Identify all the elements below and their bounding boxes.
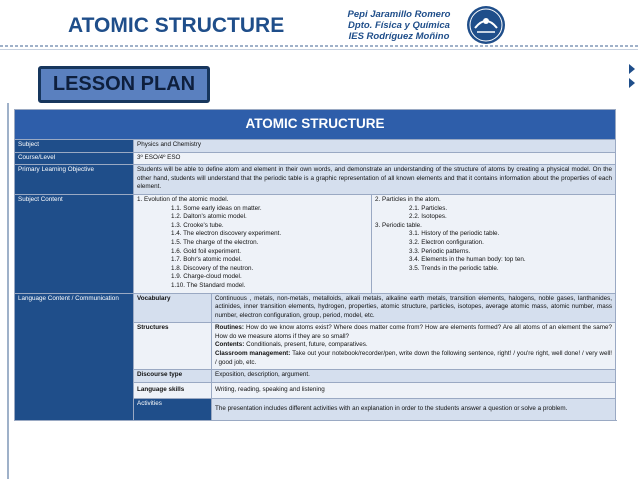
content-item: 1.3. Crooke's tube. (171, 221, 224, 229)
language-label: Language Content / Communication (15, 293, 134, 421)
table-row (15, 140, 616, 153)
structures-label: Structures (134, 323, 212, 370)
objective-label: Primary Learning Objective (15, 165, 134, 195)
left-decorative-rule (7, 103, 9, 479)
level-value: 3º ESO/4º ESO (134, 152, 616, 165)
content-item: 1.1. Some early ideas on matter. (171, 204, 262, 212)
header-divider-thin (0, 49, 638, 50)
discourse-label: Discourse type (134, 370, 212, 383)
content-item: 1.6. Gold foil experiment. (171, 247, 242, 255)
routines-value: How do we know atoms exist? Where does matter come from? How are elements formed? Are all atoms of an element the same? How do we measure atoms if they are so small? (215, 324, 612, 340)
header-divider (0, 45, 638, 47)
content-item: 2. Particles in the atom. (375, 195, 441, 203)
content-label: Subject Content (15, 194, 134, 293)
table-row (15, 152, 616, 165)
subject-value: Physics and Chemistry (134, 140, 616, 153)
classroom-value: Take out your notebook/recorder/pen, write down the following sentence, right! / you're right, well done! / very well! / good job, etc. (215, 350, 613, 366)
content-item: 3. Periodic table. (375, 221, 422, 229)
author-department: Dpto. Física y Química (348, 20, 450, 31)
level-label: Course/Level (15, 152, 134, 165)
lesson-plan-table (14, 109, 616, 421)
author-block (338, 9, 460, 42)
activities-value: The presentation includes different activities with an explanation in order to the students answer a question or solve a problem. (212, 399, 616, 421)
skills-value: Writing, reading, speaking and listening (212, 382, 616, 399)
content-item: 1.5. The charge of the electron. (171, 238, 259, 246)
right-arrow-icon (629, 64, 635, 74)
school-logo-icon (465, 4, 507, 46)
table-banner: ATOMIC STRUCTURE (15, 110, 616, 140)
content-item: 3.3. Periodic patterns. (409, 247, 471, 255)
vocabulary-value: Continuous , metals, non-metals, metalloids, alkali metals, alkaline earth metals, transition elements, halogens, noble gases, lanthanides, actinides, inner transition elements, hydrogen, properties, atomic structure, particles, isotopes, average atomic mass, atomic number, mass number, electron configuration, group, period, model, etc. (212, 293, 616, 323)
table-row (15, 194, 616, 293)
content-item: 3.2. Electron configuration. (409, 238, 484, 246)
content-left-list (134, 194, 372, 293)
lesson-plan-label: LESSON PLAN (38, 66, 210, 103)
subject-label: Subject (15, 140, 134, 153)
contents-value: Conditionals, present, future, comparatives. (246, 341, 368, 349)
content-item: 2.2. Isotopes. (409, 213, 447, 221)
content-item: 1.10. The Standard model. (171, 281, 246, 289)
objective-value: Students will be able to define atom and element in their own words, and demonstrate an understanding of the structure of atoms by creating a physical model. On the other hand, students will understand that the periodic table is a graphic representation of all known elements and that it contains information about the properties of each element. (134, 165, 616, 195)
content-item: 3.4. Elements in the human body: top ten. (409, 256, 526, 264)
content-item: 1.8. Discovery of the neutron. (171, 264, 254, 272)
table-row (15, 165, 616, 195)
classroom-label: Classroom management: (215, 350, 291, 358)
contents-label: Contents: (215, 341, 245, 349)
content-right-list (372, 194, 616, 293)
structures-value (212, 323, 616, 370)
discourse-value: Exposition, description, argument. (212, 370, 616, 383)
content-item: 1.7. Bohr's atomic model. (171, 256, 242, 264)
vocabulary-label: Vocabulary (134, 293, 212, 323)
content-item: 1. Evolution of the atomic model. (137, 195, 229, 203)
routines-label: Routines: (215, 324, 245, 332)
content-item: 1.4. The electron discovery experiment. (171, 230, 282, 238)
content-item: 3.5. Trends in the periodic table. (409, 264, 499, 272)
skills-label: Language skills (134, 382, 212, 399)
content-item: 3.1. History of the periodic table. (409, 230, 500, 238)
table-row (15, 293, 616, 323)
right-arrow-icon-2 (629, 78, 635, 88)
activities-label: Activities (134, 399, 212, 421)
author-school: IES Rodríguez Moñino (348, 31, 450, 42)
content-item: 2.1. Particles. (409, 204, 448, 212)
content-item: 1.9. Charge-cloud model. (171, 273, 242, 281)
slide-title: ATOMIC STRUCTURE (68, 14, 285, 37)
content-item: 1.2. Dalton's atomic model. (171, 213, 247, 221)
author-name: Pepi Jaramillo Romero (347, 9, 451, 20)
